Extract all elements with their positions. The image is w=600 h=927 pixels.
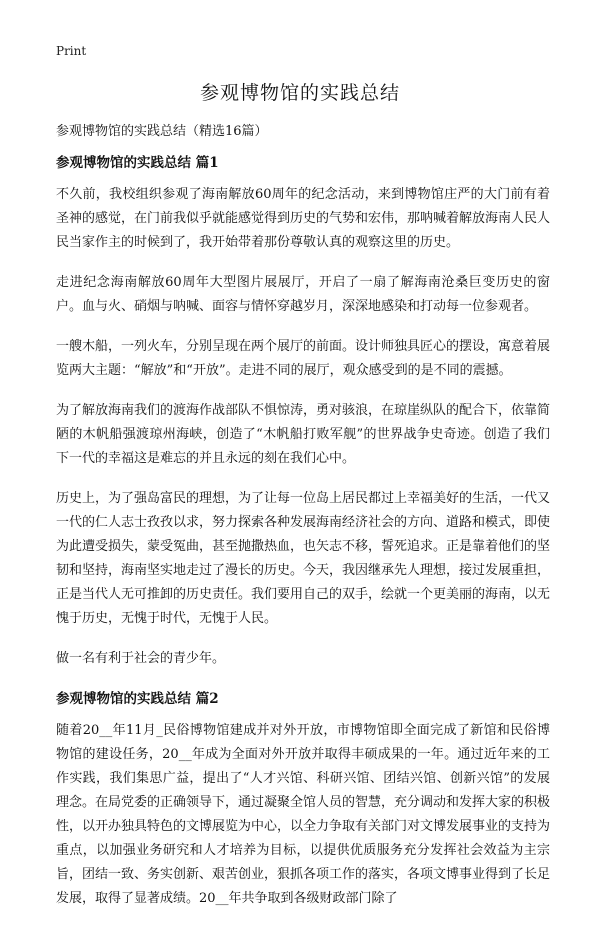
print-link[interactable]: Print [56, 44, 87, 58]
paragraph: 一艘木船，一列火车，分别呈现在两个展厅的前面。设计师独具匠心的摆设，寓意着展览两大主题：“解放”和“开放”。走进不同的展厅，观众感受到的是不同的震撼。 [56, 339, 551, 378]
paragraph: 历史上，为了强岛富民的理想，为了让每一位岛上居民都过上幸福美好的生活，一代又一代的仁人志士孜孜以求，努力探索各种发展海南经济社会的方向、道路和模式，即使为此遭受损失，蒙受冤曲，甚至抛撒热血，也矢志不移，誓死追求。正是靠着他们的坚韧和坚持，海南坚实地走过了漫长的历史。今天，我因继承先人理想，接过发展重担，正是当代人无可推卸的历史责任。我们要用自己的双手，绘就一个更美丽的海南，以无愧于历史，无愧于时代，无愧于人民。 [56, 491, 551, 626]
section-heading-1: 参观博物馆的实践总结 篇1 [56, 155, 219, 171]
paragraph: 随着20__年11月_民俗博物馆建成并对外开放，市博物馆即全面完成了新馆和民俗博物馆的建设任务，20__年成为全面对外开放并取得丰硕成果的一年。通过近年来的工作实践，我们集思广益，提出了“人才兴馆、科研兴馆、团结兴馆、创新兴馆”的发展理念。在局党委的正确领导下，通过凝聚全馆人员的智慧，充分调动和发挥大家的积极性，以开办独具特色的文博展览为中心，以全力争取有关部门对文博发展事业的支持为重点，以加强业务研究和人才培养为目标，以提供优质服务充分发挥社会效益为主宗旨，团结一致、务实创新、艰苦创业，狠抓各项工作的落实，各项文博事业得到了长足发展，取得了显著成绩。20__年共争取到各级财政部门除了 [56, 723, 551, 906]
paragraph: 做一名有利于社会的青少年。 [56, 651, 226, 666]
paragraph: 不久前，我校组织参观了海南解放60周年的纪念活动，来到博物馆庄严的大门前有着圣神的感觉，在门前我似乎就能感觉得到历史的气势和宏伟，那呐喊着解放海南人民人民当家作主的时候到了，我开始带着那份尊敬认真的观察这里的历史。 [56, 187, 551, 250]
article-subtitle: 参观博物馆的实践总结（精选16篇） [56, 124, 268, 139]
paragraph: 走进纪念海南解放60周年大型图片展展厅，开启了一扇了解海南沧桑巨变历史的窗户。血与火、硝烟与呐喊、面容与情怀穿越岁月，深深地感染和打动每一位参观者。 [56, 275, 550, 314]
section-heading-2: 参观博物馆的实践总结 篇2 [56, 691, 219, 707]
paragraph: 为了解放海南我们的渡海作战部队不惧惊涛，勇对骇浪，在琼崖纵队的配合下，依靠简陋的木帆船强渡琼州海峡，创造了“木帆船打败军舰”的世界战争史奇迹。创造了我们下一代的幸福这是难忘的并且永远的刻在我们心中。 [56, 403, 551, 466]
article-body [56, 120, 550, 927]
page-title: 参观博物馆的实践总结 [199, 82, 400, 104]
